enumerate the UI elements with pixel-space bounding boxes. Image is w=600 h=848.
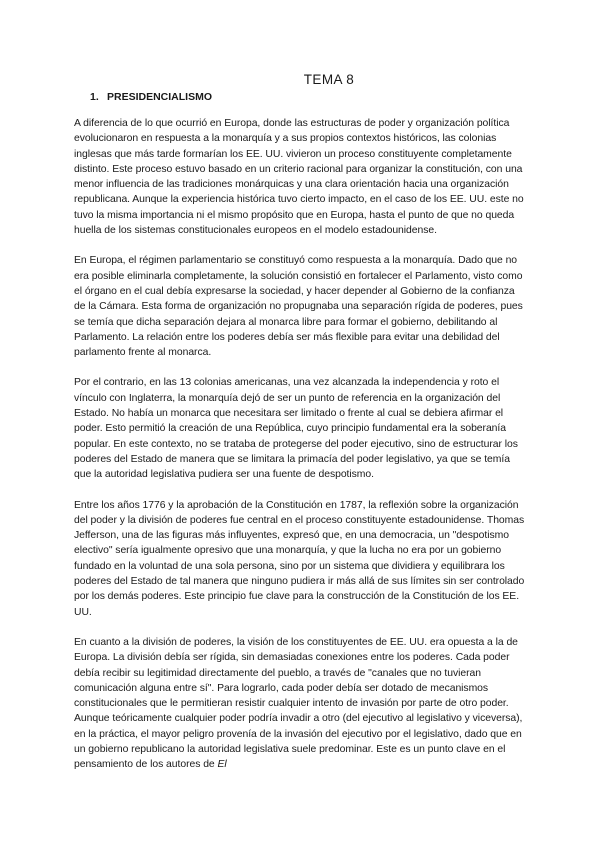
document-title: TEMA 8 [303, 72, 355, 87]
section-heading [74, 90, 528, 104]
paragraph-5-text: En cuanto a la división de poderes, la visión de los constituyentes de EE. UU. era opuesta a la de Europa. La división debía ser rígida, sin demasiadas conexiones entre los poderes. Cada poder debía recibir su legitimidad directamente del pueblo, a través de "canales que no tuvieran comunicación alguna entre sí". Para lograrlo, cada poder debía ser dotado de mecanismos constitucionales que le permitieran resistir cualquier intento de invasión por parte de otro poder. Aunque teóricamente cualquier poder podría invadir a otro (del ejecutivo al legislativo y viceversa), en la práctica, el mayor peligro provenía de la invasión del ejecutivo por el legislativo, dado que en un gobierno republicano la autoridad legislativa suele predominar. Este es un punto clave en el pensamiento de los autores de [74, 636, 523, 771]
paragraph-1: A diferencia de lo que ocurrió en Europa, donde las estructuras de poder y organización política evolucionaron en respuesta a la monarquía y a sus propios contextos históricos, las colonias inglesas que más tarde formarían los EE. UU. vivieron un proceso constituyente completamente distinto. Este proceso estuvo basado en un criterio racional para organizar la constitución, con una menor influencia de las tradiciones monárquicas y una clara orientación hacia una organización republicana. Aunque la experiencia histórica tuvo cierto impacto, en el caso de los EE. UU. este no tuvo la misma importancia ni el mismo propósito que en Europa, hasta el punto de que no queda huella de los sistemas constitucionales europeos en el modelo estadounidense. [74, 118, 524, 237]
section-number: 1. [90, 91, 99, 103]
paragraph-5-italic-tail: El [217, 759, 227, 771]
paragraph-2: En Europa, el régimen parlamentario se constituyó como respuesta a la monarquía. Dado que no era posible eliminarla completamente, la solución consistió en fortalecer el Parlamento, visto como el órgano en el cual debía expresarse la sociedad, y hacer depender al Gobierno de la confianza de la Cámara. Esta forma de organización no propugnaba una separación rígida de poderes, pues se temía que dicha separación dejara al monarca libre para formar el gobierno, debilitando al Parlamento. La relación entre los poderes debía ser más flexible para evitar una debilidad del parlamento frente al monarca. [74, 255, 523, 359]
paragraph-4: Entre los años 1776 y la aprobación de la Constitución en 1787, la reflexión sobre la organización del poder y la división de poderes fue central en el proceso constituyente estadounidense. Thomas Jefferson, una de las figuras más influyentes, expresó que, en una democracia, un "despotismo electivo" sería igualmente opresivo que una monarquía, y que la lucha no era por un gobierno fundado en la voluntad de una sola persona, sino por un sistema que dividiera y equilibrara los poderes del Estado de tal manera que ninguno pudiera ir más allá de sus límites sin ser controlado por los demás poderes. Este principio fue clave para la construcción de la Constitución de los EE. UU. [74, 499, 525, 618]
paragraph-5 [74, 635, 528, 773]
section-heading-text: PRESIDENCIALISMO [107, 91, 213, 103]
paragraph-3: Por el contrario, en las 13 colonias americanas, una vez alcanzada la independencia y roto el vínculo con Inglaterra, la monarquía dejó de ser un punto de referencia en la organización del Estado. No había un monarca que necesitara ser limitado o frente al cual se debiera afirmar el poder. Esto permitió la creación de una República, cuyo principio fundamental era la soberanía popular. En este contexto, no se trataba de protegerse del poder ejecutivo, sino de estructurar los poderes del Estado de manera que se limitara la primacía del poder legislativo, ya que se temía que la autoridad legislativa pudiera ser una fuente de despotismo. [74, 377, 518, 481]
